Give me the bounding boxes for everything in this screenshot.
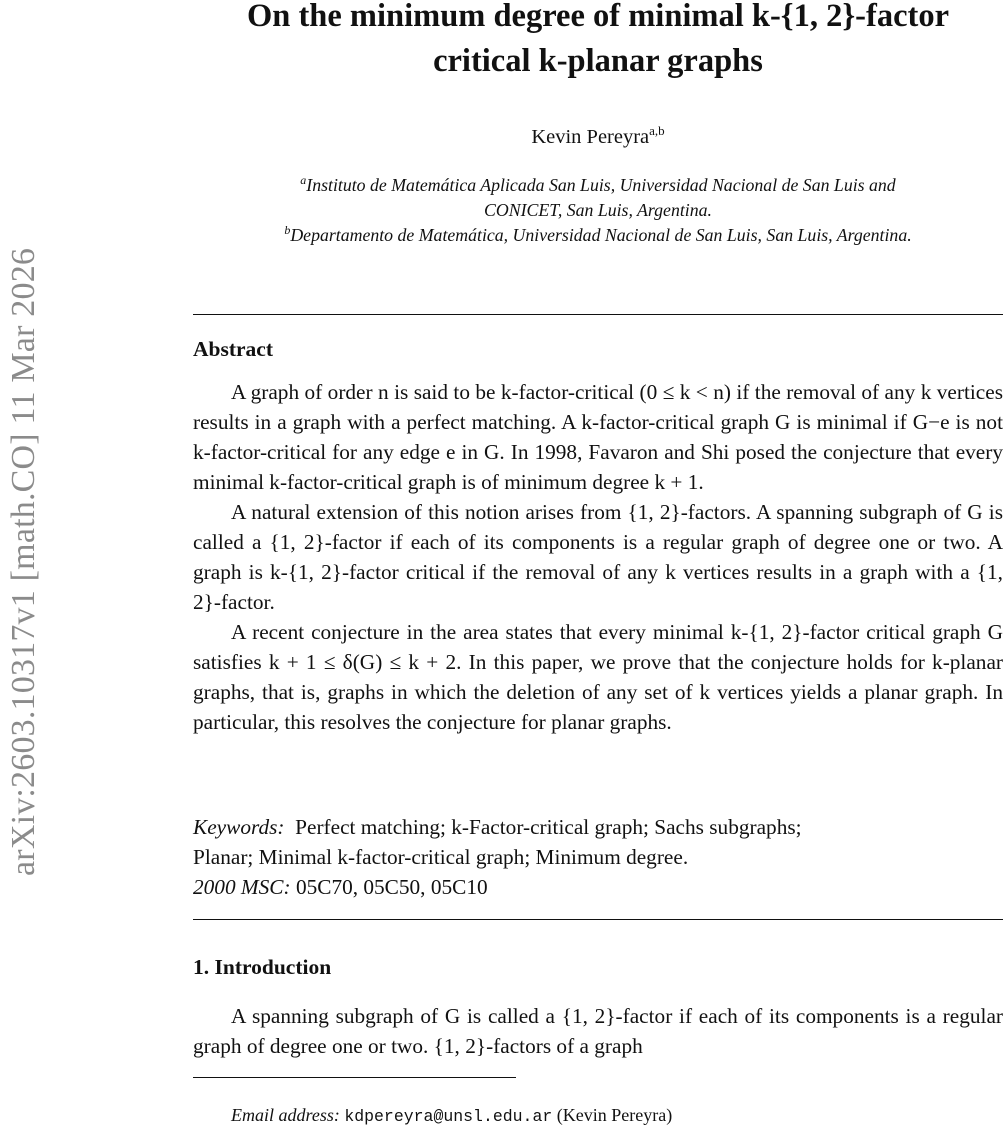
abstract-paragraph-2: A natural extension of this notion arises from {1, 2}-factors. A spanning subgraph of G is called a {1, 2}-factor if each of its components is a regular graph of degree one or two. A graph is k-{1, 2}-factor critical if the removal of any k vertices results in a graph with a {1, 2}-factor. xyxy=(193,500,1003,614)
affiliation-a-mark: a xyxy=(300,173,307,187)
email-label: Email address: xyxy=(231,1105,340,1125)
paper-title xyxy=(193,0,1003,84)
keywords-text-2: Planar; Minimal k-factor-critical graph; Minimum degree. xyxy=(193,845,689,869)
keywords-line-1 xyxy=(193,812,1003,842)
abstract-paragraph-3: A recent conjecture in the area states that every minimal k-{1, 2}-factor critical graph G satisfies k + 1 ≤ δ(G) ≤ k + 2. In this paper, we prove that the conjecture holds for k-planar graphs, that is, graphs in which the deletion of any set of k vertices yields a planar graph. In particular, this resolves the conjecture for planar graphs. xyxy=(193,620,1003,734)
footnote-rule xyxy=(193,1077,516,1078)
email-footnote xyxy=(231,1104,672,1128)
affiliation-a-line-1: Instituto de Matemática Aplicada San Luis, Universidad Nacional de San Luis and xyxy=(306,174,896,195)
msc-codes: 05C70, 05C50, 05C10 xyxy=(295,875,488,899)
email-address[interactable]: kdpereyra@unsl.edu.ar xyxy=(344,1107,553,1126)
affiliation-b-line-1: Departamento de Matemática, Universidad Nacional de San Luis, San Luis, Argentina. xyxy=(290,224,912,245)
introduction-paragraph: A spanning subgraph of G is called a {1, 2}-factor if each of its components is a regular graph of degree one or two. {1, 2}-factors of a graph xyxy=(193,1004,1003,1058)
keywords-label: Keywords: xyxy=(193,815,285,839)
title-line-1: On the minimum degree of minimal k-{1, 2}-factor xyxy=(246,0,949,34)
abstract-paragraph-1: A graph of order n is said to be k-factor-critical (0 ≤ k < n) if the removal of any k vertices results in a graph with a perfect matching. A k-factor-critical graph G is minimal if G−e is not k-factor-critical for any edge e in G. In 1998, Favaron and Shi posed the conjecture that every minimal k-factor-critical graph is of minimum degree k + 1. xyxy=(193,380,1003,494)
affiliation-b xyxy=(193,218,1003,248)
msc-line xyxy=(193,872,1003,902)
introduction-body xyxy=(193,1001,1003,1061)
abstract-top-rule xyxy=(193,314,1003,315)
author-name: Kevin Pereyra xyxy=(531,125,650,148)
keywords-text-1: Perfect matching; k-Factor-critical graph; Sachs subgraphs; xyxy=(295,815,802,839)
abstract-heading: Abstract xyxy=(193,337,274,361)
title-line-2: critical k-planar graphs xyxy=(433,43,763,79)
keywords-block xyxy=(193,812,1003,902)
affiliation-a-line-2: CONICET, San Luis, Argentina. xyxy=(484,199,712,220)
keywords-bottom-rule xyxy=(193,919,1003,920)
email-owner: (Kevin Pereyra) xyxy=(556,1105,673,1125)
introduction-heading: 1. Introduction xyxy=(193,955,332,979)
author-line xyxy=(193,116,1003,152)
abstract-body xyxy=(193,377,1003,737)
author-affiliation-marks: a,b xyxy=(649,123,665,138)
arxiv-identifier-stamp: arXiv:2603.10317v1 [math.CO] 11 Mar 2026 xyxy=(5,247,42,877)
msc-label: 2000 MSC: xyxy=(193,875,291,899)
affiliation-b-mark: b xyxy=(284,223,291,237)
affiliation-a xyxy=(193,168,1003,223)
